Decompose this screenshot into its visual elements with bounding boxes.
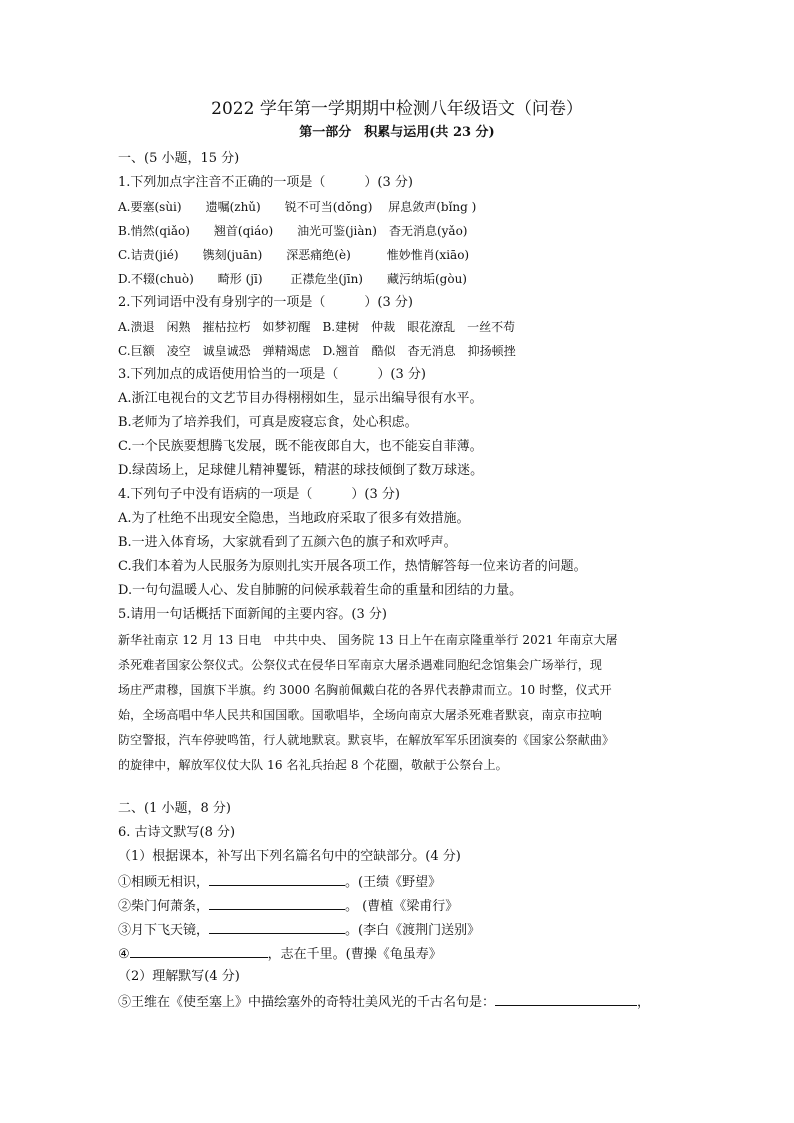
fill-item-prefix: ②柴门何萧条， xyxy=(118,899,210,914)
q1-stem: 1.下列加点字注音不正确的一项是（ ）(3 分) xyxy=(118,175,413,190)
q3-option-a: A.浙江电视台的文艺节目办得栩栩如生，显示出编导很有水平。 xyxy=(118,391,483,406)
q4-option-d: D.一句句温暖人心、发自肺腑的问候承载着生命的重量和团结的力量。 xyxy=(118,583,523,598)
fill-item-4 xyxy=(118,944,442,964)
q6-part2-instruction: （2）理解默写(4 分) xyxy=(118,969,240,984)
q4-option-a: A.为了杜绝不出现安全隐患，当地政府采取了很多有效措施。 xyxy=(118,511,470,526)
fill-item-prefix: ④ xyxy=(118,947,130,962)
fill-item-3 xyxy=(118,920,480,940)
q3-option-b: B.老师为了培养我们，可真是废寝忘食，处心积虑。 xyxy=(118,415,418,430)
q2-stem: 2.下列词语中没有身别字的一项是（ ）(3 分) xyxy=(118,295,413,310)
fill-item-suffix: 。 (曹植《梁甫行》 xyxy=(345,899,459,914)
q6-part1-instruction: （1）根据课本，补写出下列名篇名句中的空缺部分。(4 分) xyxy=(118,849,461,864)
news-line: 防空警报，汽车停驶鸣笛，行人就地默哀。默哀毕，在解放军军乐团演奏的《国家公祭献曲》 xyxy=(118,733,615,747)
fill-item-suffix: ，志在千里。(曹操《龟虽寿》 xyxy=(267,947,442,962)
news-line: 杀死难者国家公祭仪式。公祭仪式在侵华日军南京大屠杀遇难同胞纪念馆集会广场举行，现 xyxy=(118,658,603,672)
news-line: 始，全场高唱中华人民共和国国歌。国歌唱毕，全场向南京大屠杀死难者默哀，南京市拉响 xyxy=(118,708,603,722)
page-title: 2022 学年第一学期期中检测八年级语文（问卷） xyxy=(211,99,583,119)
q4-option-b: B.一进入体育场，大家就看到了五颜六色的旗子和欢呼声。 xyxy=(118,535,457,550)
q4-option-c: C.我们本着为人民服务为原则扎实开展各项工作，热情解答每一位来访者的问题。 xyxy=(118,559,587,574)
fill-item-5 xyxy=(118,992,650,1012)
q3-stem: 3.下列加点的成语使用恰当的一项是（ ）(3 分) xyxy=(118,367,426,382)
q3-option-c: C.一个民族要想腾飞发展，既不能夜郎自大，也不能妄自菲薄。 xyxy=(118,439,483,454)
section1-heading: 一、(5 小题，15 分) xyxy=(118,151,240,166)
answer-blank[interactable] xyxy=(130,944,268,958)
answer-blank[interactable] xyxy=(495,992,637,1006)
fill-item-prefix: ①相顾无相识， xyxy=(118,875,210,890)
q1-option-d: D.不辍(chuò) 畸形 (jī) 正襟危坐(jīn) 藏污纳垢(gòu) xyxy=(118,272,467,286)
q1-option-b: B.悄然(qiǎo) 翘首(qiáo) 油光可鉴(jiàn) 杳无消息(yǎo) xyxy=(118,224,468,238)
q2-option-ab: A.溃退 闲熟 摧枯拉朽 如梦初醒 B.建树 仲裁 眼花潦乱 一丝不苟 xyxy=(118,320,516,334)
news-line: 新华社南京 12 月 13 日电 中共中央、 国务院 13 日上午在南京隆重举行 2021 年南京大屠 xyxy=(118,633,618,647)
answer-blank[interactable] xyxy=(209,872,345,886)
answer-blank[interactable] xyxy=(209,920,345,934)
news-line: 场庄严肃穆，国旗下半旗。约 3000 名胸前佩戴白花的各界代表静肃而立。10 时整，仪式开 xyxy=(118,683,612,697)
q6-stem: 6. 古诗文默写(8 分) xyxy=(118,825,236,840)
section2-heading: 二、(1 小题，8 分) xyxy=(118,801,231,816)
news-line: 的旋律中，解放军仪仗大队 16 名礼兵抬起 8 个花圈，敬献于公祭台上。 xyxy=(118,758,508,772)
fill-item-2 xyxy=(118,896,458,916)
q2-option-cd: C.巨额 凌空 诚皇诚恐 弹精竭虑 D.翘首 酷似 杳无消息 抑扬顿挫 xyxy=(118,344,516,358)
q1-option-c: C.诘责(jié) 镌刻(juān) 深恶痛绝(è) 惟妙惟肖(xiāo) xyxy=(118,248,470,262)
fill-item-prefix: ③月下飞天镜， xyxy=(118,923,210,938)
fill-item-1 xyxy=(118,872,441,892)
q1-option-a: A.要塞(sùi) 遗嘱(zhǔ) 锐不可当(dǒng) 屏息敛声(bǐng ) xyxy=(118,200,477,214)
answer-blank[interactable] xyxy=(209,896,345,910)
fill-item-prefix: ⑤王维在《使至塞上》中描绘塞外的奇特壮美风光的千古名句是： xyxy=(118,995,496,1010)
fill-item-suffix: ， xyxy=(637,995,651,1010)
q5-stem: 5.请用一句话概括下面新闻的主要内容。(3 分) xyxy=(118,607,387,622)
fill-item-suffix: 。(王绩《野望》 xyxy=(345,875,442,890)
fill-item-suffix: 。(李白《渡荆门送别》 xyxy=(345,923,481,938)
part-subtitle: 第一部分 积累与运用(共 23 分) xyxy=(299,125,495,140)
q4-stem: 4.下列句子中没有语病的一项是（ ）(3 分) xyxy=(118,487,400,502)
q3-option-d: D.绿茵场上，足球健儿精神矍铄，精湛的球技倾倒了数万球迷。 xyxy=(118,463,484,478)
